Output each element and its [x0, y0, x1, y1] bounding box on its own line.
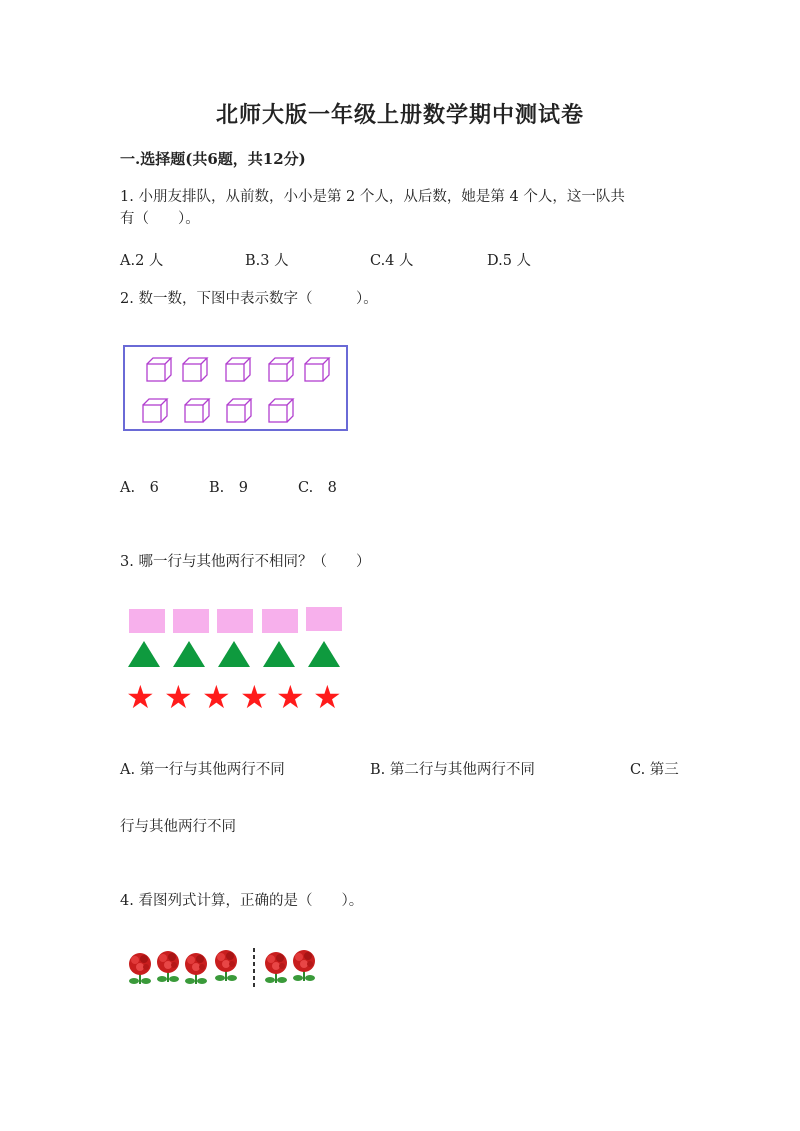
red-star-icon: ★: [276, 678, 305, 716]
question-2-text: 2. 数一数，下图中表示数字（ ）。: [120, 291, 378, 307]
green-triangle: [263, 641, 295, 667]
cube-icon: [269, 358, 293, 381]
red-star-icon: ★: [202, 678, 231, 716]
flower-icon: [129, 953, 151, 984]
question-4-text: 4. 看图列式计算，正确的是（ ）。: [120, 893, 364, 909]
cube-icon: [185, 399, 209, 422]
red-star-icon: ★: [313, 678, 342, 716]
q1-option-a[interactable]: A.2 人: [120, 253, 164, 269]
question-3-text: 3. 哪一行与其他两行不相同？（ ）: [120, 554, 371, 570]
cube-icon: [227, 399, 251, 422]
cube-icon: [143, 399, 167, 422]
cube-icon: [269, 399, 293, 422]
cube-icon: [183, 358, 207, 381]
q3-option-c-continued: 行与其他两行不同: [120, 819, 236, 835]
q1-option-c[interactable]: C.4 人: [370, 253, 414, 269]
pink-square: [262, 609, 298, 633]
flower-figure: [120, 944, 330, 994]
q3-option-b[interactable]: B. 第二行与其他两行不同: [370, 762, 535, 778]
pink-square: [129, 609, 165, 633]
cube-icon: [305, 358, 329, 381]
cube-icon: [147, 358, 171, 381]
q2-option-a[interactable]: A. 6: [120, 480, 159, 496]
q3-option-a[interactable]: A. 第一行与其他两行不同: [120, 762, 285, 778]
red-star-icon: ★: [126, 678, 155, 716]
green-triangle: [173, 641, 205, 667]
page-title: 北师大版一年级上册数学期中测试卷: [215, 102, 584, 128]
q3-option-c[interactable]: C. 第三: [630, 762, 679, 778]
question-1-line-2: 有（ ）。: [120, 211, 200, 227]
red-star-icon: ★: [240, 678, 269, 716]
cube-icon: [226, 358, 250, 381]
green-triangle: [218, 641, 250, 667]
flower-icon: [265, 952, 287, 983]
q2-option-c[interactable]: C. 8: [298, 480, 337, 496]
cube-figure: [123, 345, 348, 431]
section-heading: 一.选择题(共6题，共12分): [120, 150, 306, 168]
pink-square: [306, 607, 342, 631]
q2-option-b[interactable]: B. 9: [209, 480, 248, 496]
pink-square: [173, 609, 209, 633]
red-star-icon: ★: [164, 678, 193, 716]
pink-square: [217, 609, 253, 633]
flower-icon: [185, 953, 207, 984]
flower-icon: [157, 951, 179, 982]
q1-option-b[interactable]: B.3 人: [245, 253, 289, 269]
flower-icon: [293, 950, 315, 981]
green-triangle: [128, 641, 160, 667]
question-1-line-1: 1. 小朋友排队，从前数，小小是第 2 个人，从后数，她是第 4 个人，这一队共: [120, 189, 625, 205]
q1-option-d[interactable]: D.5 人: [487, 253, 532, 269]
flower-icon: [215, 950, 237, 981]
green-triangle: [308, 641, 340, 667]
